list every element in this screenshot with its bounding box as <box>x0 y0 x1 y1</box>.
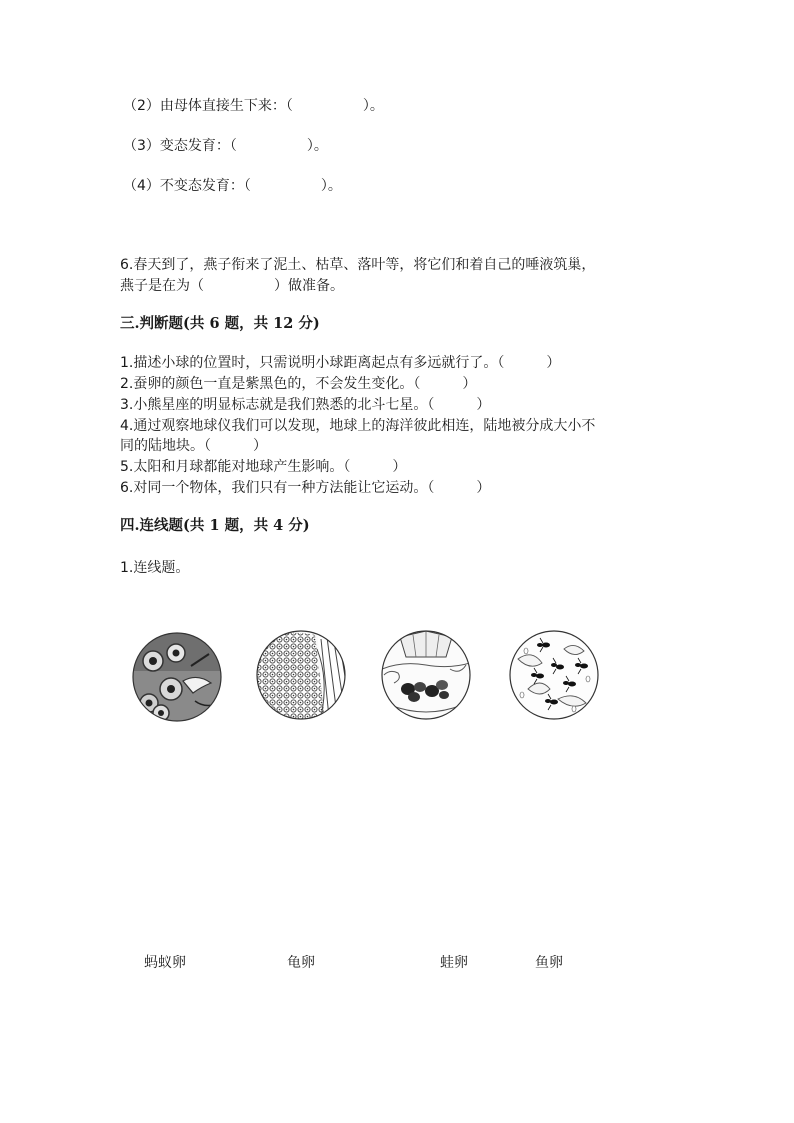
question-6-line2: 燕子是在为（ ）做准备。 <box>120 278 344 294</box>
matching-question: 1.连线题。 <box>120 560 190 576</box>
judge-item-6: 6.对同一个物体，我们只有一种方法能让它运动。（ ） <box>120 480 491 496</box>
judge-item-5: 5.太阳和月球都能对地球产生影响。（ ） <box>120 459 407 475</box>
judge-item-2: 2.蚕卵的颜色一直是紫黑色的，不会发生变化。（ ） <box>120 376 477 392</box>
fill-item-viviparous: （2）由母体直接生下来：（ ）。 <box>123 98 384 114</box>
label-ant-egg[interactable]: 蚂蚁卵 <box>144 955 186 971</box>
label-fish-egg[interactable]: 鱼卵 <box>535 955 563 971</box>
judge-item-3: 3.小熊星座的明显标志就是我们熟悉的北斗七星。（ ） <box>120 397 491 413</box>
label-turtle-egg[interactable]: 龟卵 <box>287 955 315 971</box>
judge-item-4: 4.通过观察地球仪我们可以发现，地球上的海洋彼此相连，陆地被分成大小不 <box>120 418 596 434</box>
section-4-heading: 四.连线题(共 1 题，共 4 分) <box>120 517 310 534</box>
turtle-egg-illustration[interactable] <box>380 629 472 721</box>
question-6-line1: 6.春天到了，燕子衔来了泥土、枯草、落叶等，将它们和着自己的唾液筑巢， <box>120 257 596 273</box>
fill-item-metamorphosis: （3）变态发育：（ ）。 <box>123 138 328 154</box>
fill-item-no-metamorphosis: （4）不变态发育：（ ）。 <box>123 178 342 194</box>
frog-egg-illustration[interactable] <box>131 631 223 723</box>
section-3-heading: 三.判断题(共 6 题，共 12 分) <box>120 315 320 332</box>
judge-item-4-cont: 同的陆地块。（ ） <box>120 438 267 454</box>
ant-egg-illustration[interactable] <box>508 629 600 721</box>
label-frog-egg[interactable]: 蛙卵 <box>440 955 468 971</box>
judge-item-1: 1.描述小球的位置时，只需说明小球距离起点有多远就行了。（ ） <box>120 355 561 371</box>
fish-egg-illustration[interactable] <box>255 629 347 721</box>
